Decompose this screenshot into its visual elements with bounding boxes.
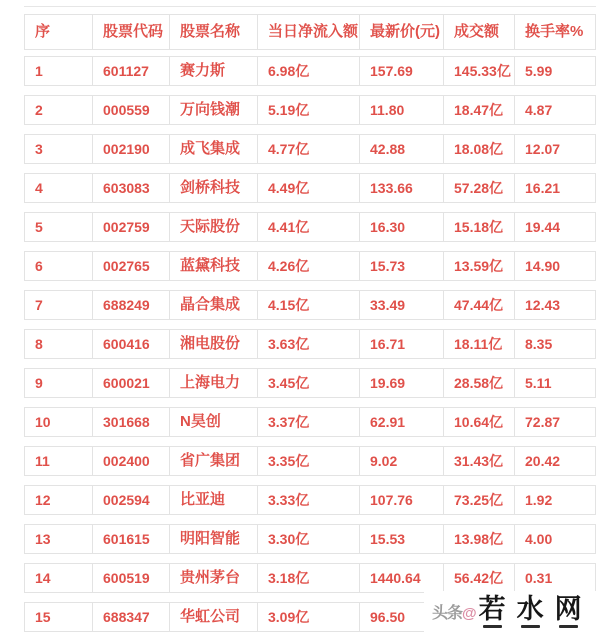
watermark-subtext-bar [483, 625, 502, 628]
watermark-subtext-bar [559, 625, 578, 628]
header-cell-price: 最新价(元) [360, 15, 444, 49]
cell-price: 15.53 [360, 525, 444, 553]
table-row[interactable] [24, 485, 596, 515]
cell-amount: 18.11亿 [444, 330, 515, 358]
header-cell-amount: 成交额 [444, 15, 515, 49]
cell-seq: 6 [25, 252, 93, 280]
watermark-subtext-bar [521, 625, 540, 628]
cell-code: 601127 [93, 57, 170, 85]
cell-amount: 57.28亿 [444, 174, 515, 202]
table-header-row [24, 14, 596, 50]
watermark-site-char: 网 [554, 593, 582, 624]
cell-inflow: 3.63亿 [258, 330, 360, 358]
header-cell-rate: 换手率% [525, 23, 584, 40]
stock-table [24, 14, 596, 632]
cell-amount: 18.47亿 [444, 96, 515, 124]
table-row[interactable] [24, 251, 596, 281]
cell-code: 301668 [93, 408, 170, 436]
table-row[interactable] [24, 56, 596, 86]
cell-price: 16.30 [360, 213, 444, 241]
cell-code: 002594 [93, 486, 170, 514]
cell-seq: 13 [25, 525, 93, 553]
cell-inflow: 4.41亿 [258, 213, 360, 241]
cell-amount: 10.64亿 [444, 408, 515, 436]
cell-amount: 145.33亿 [444, 57, 515, 85]
table-row[interactable] [24, 446, 596, 476]
cell-price: 1440.64 [360, 564, 444, 592]
cell-seq: 15 [25, 603, 93, 631]
cell-amount: 73.25亿 [444, 486, 515, 514]
cell-inflow: 3.35亿 [258, 447, 360, 475]
cell-amount: 18.08亿 [444, 135, 515, 163]
cell-price: 96.50 [360, 603, 444, 631]
cell-name: N昊创 [170, 408, 258, 436]
cell-seq: 11 [25, 447, 93, 475]
cell-price: 19.69 [360, 369, 444, 397]
cell-inflow: 3.30亿 [258, 525, 360, 553]
cell-price: 9.02 [360, 447, 444, 475]
at-icon: @ [462, 605, 476, 622]
cell-code: 600416 [93, 330, 170, 358]
cell-code: 002765 [93, 252, 170, 280]
cell-name: 蓝黛科技 [170, 252, 258, 280]
table-row[interactable] [24, 290, 596, 320]
table-row[interactable] [24, 95, 596, 125]
cell-amount: 13.98亿 [444, 525, 515, 553]
cell-amount: 47.44亿 [444, 291, 515, 319]
cell-name: 上海电力 [170, 369, 258, 397]
cell-inflow: 3.45亿 [258, 369, 360, 397]
cell-rate: 4.00 [525, 531, 553, 547]
cell-rate: 12.43 [525, 297, 561, 313]
watermark-source-prefix [432, 600, 476, 623]
table-row[interactable] [24, 134, 596, 164]
cell-price: 133.66 [360, 174, 444, 202]
cell-code: 603083 [93, 174, 170, 202]
table-row[interactable] [24, 524, 596, 554]
header-cell-code: 股票代码 [93, 15, 170, 49]
cell-seq: 14 [25, 564, 93, 592]
cell-seq: 3 [25, 135, 93, 163]
cell-name: 明阳智能 [170, 525, 258, 553]
cell-inflow: 4.77亿 [258, 135, 360, 163]
cell-code: 600021 [93, 369, 170, 397]
watermark-site-char-group [554, 593, 582, 628]
cell-rate: 5.11 [525, 375, 552, 391]
table-row[interactable] [24, 329, 596, 359]
watermark-site-char-group [478, 593, 506, 628]
cell-code: 688249 [93, 291, 170, 319]
cell-rate: 72.87 [525, 414, 561, 430]
cell-rate: 1.92 [525, 492, 553, 508]
cell-rate: 14.90 [525, 258, 561, 274]
cell-inflow: 4.15亿 [258, 291, 360, 319]
cell-amount: 56.42亿 [444, 564, 515, 592]
table-row[interactable] [24, 407, 596, 437]
cell-rate: 19.44 [525, 219, 561, 235]
cell-price: 15.73 [360, 252, 444, 280]
cell-name: 赛力斯 [170, 57, 258, 85]
cell-rate: 0.31 [525, 570, 553, 586]
cell-seq: 5 [25, 213, 93, 241]
cell-code: 002759 [93, 213, 170, 241]
cell-name: 省广集团 [170, 447, 258, 475]
cell-name: 比亚迪 [170, 486, 258, 514]
table-row[interactable] [24, 212, 596, 242]
cell-amount: 31.43亿 [444, 447, 515, 475]
watermark-site-name [478, 593, 582, 628]
cell-seq: 7 [25, 291, 93, 319]
cropped-row-edge-line [24, 6, 596, 7]
cell-name: 剑桥科技 [170, 174, 258, 202]
table-row[interactable] [24, 563, 596, 593]
cell-code: 002400 [93, 447, 170, 475]
cell-price: 33.49 [360, 291, 444, 319]
cell-rate: 5.99 [525, 63, 553, 79]
cell-name: 晶合集成 [170, 291, 258, 319]
cell-inflow: 4.26亿 [258, 252, 360, 280]
cell-inflow: 4.49亿 [258, 174, 360, 202]
cell-inflow: 5.19亿 [258, 96, 360, 124]
cell-code: 600519 [93, 564, 170, 592]
cell-amount: 13.59亿 [444, 252, 515, 280]
header-cell-seq: 序 [25, 15, 93, 49]
table-row[interactable] [24, 173, 596, 203]
cell-rate: 4.87 [525, 102, 553, 118]
cell-seq: 8 [25, 330, 93, 358]
cell-rate: 12.07 [525, 141, 561, 157]
cell-name: 湘电股份 [170, 330, 258, 358]
stock-table-body [24, 56, 596, 632]
cell-seq: 9 [25, 369, 93, 397]
table-row[interactable] [24, 368, 596, 398]
cell-seq: 4 [25, 174, 93, 202]
cell-inflow: 3.37亿 [258, 408, 360, 436]
cell-seq: 10 [25, 408, 93, 436]
cell-amount: 28.58亿 [444, 369, 515, 397]
cell-seq: 1 [25, 57, 93, 85]
cell-price: 157.69 [360, 57, 444, 85]
cell-price: 62.91 [360, 408, 444, 436]
cell-name: 贵州茅台 [170, 564, 258, 592]
cell-price: 16.71 [360, 330, 444, 358]
watermark-site-char: 水 [516, 593, 544, 624]
cell-price: 107.76 [360, 486, 444, 514]
cell-inflow: 3.18亿 [258, 564, 360, 592]
header-cell-name: 股票名称 [170, 15, 258, 49]
cell-code: 002190 [93, 135, 170, 163]
cell-inflow: 3.09亿 [258, 603, 360, 631]
watermark [424, 591, 600, 632]
cell-rate: 8.35 [525, 336, 553, 352]
cell-code: 000559 [93, 96, 170, 124]
header-cell-inflow: 当日净流入额 [258, 15, 360, 49]
cell-code: 688347 [93, 603, 170, 631]
cell-rate: 20.42 [525, 453, 561, 469]
cell-price: 11.80 [360, 96, 444, 124]
cell-price: 42.88 [360, 135, 444, 163]
cell-inflow: 3.33亿 [258, 486, 360, 514]
cell-name: 成飞集成 [170, 135, 258, 163]
watermark-site-char-group [516, 593, 544, 628]
cell-inflow: 6.98亿 [258, 57, 360, 85]
cell-name: 华虹公司 [170, 603, 258, 631]
cell-name: 万向钱潮 [170, 96, 258, 124]
cell-code: 601615 [93, 525, 170, 553]
cell-seq: 12 [25, 486, 93, 514]
cell-rate: 16.21 [525, 180, 561, 196]
cell-amount: 15.18亿 [444, 213, 515, 241]
watermark-prefix-text: 头条 [432, 605, 463, 622]
watermark-site-char: 若 [478, 593, 506, 624]
cell-seq: 2 [25, 96, 93, 124]
cell-name: 天际股份 [170, 213, 258, 241]
